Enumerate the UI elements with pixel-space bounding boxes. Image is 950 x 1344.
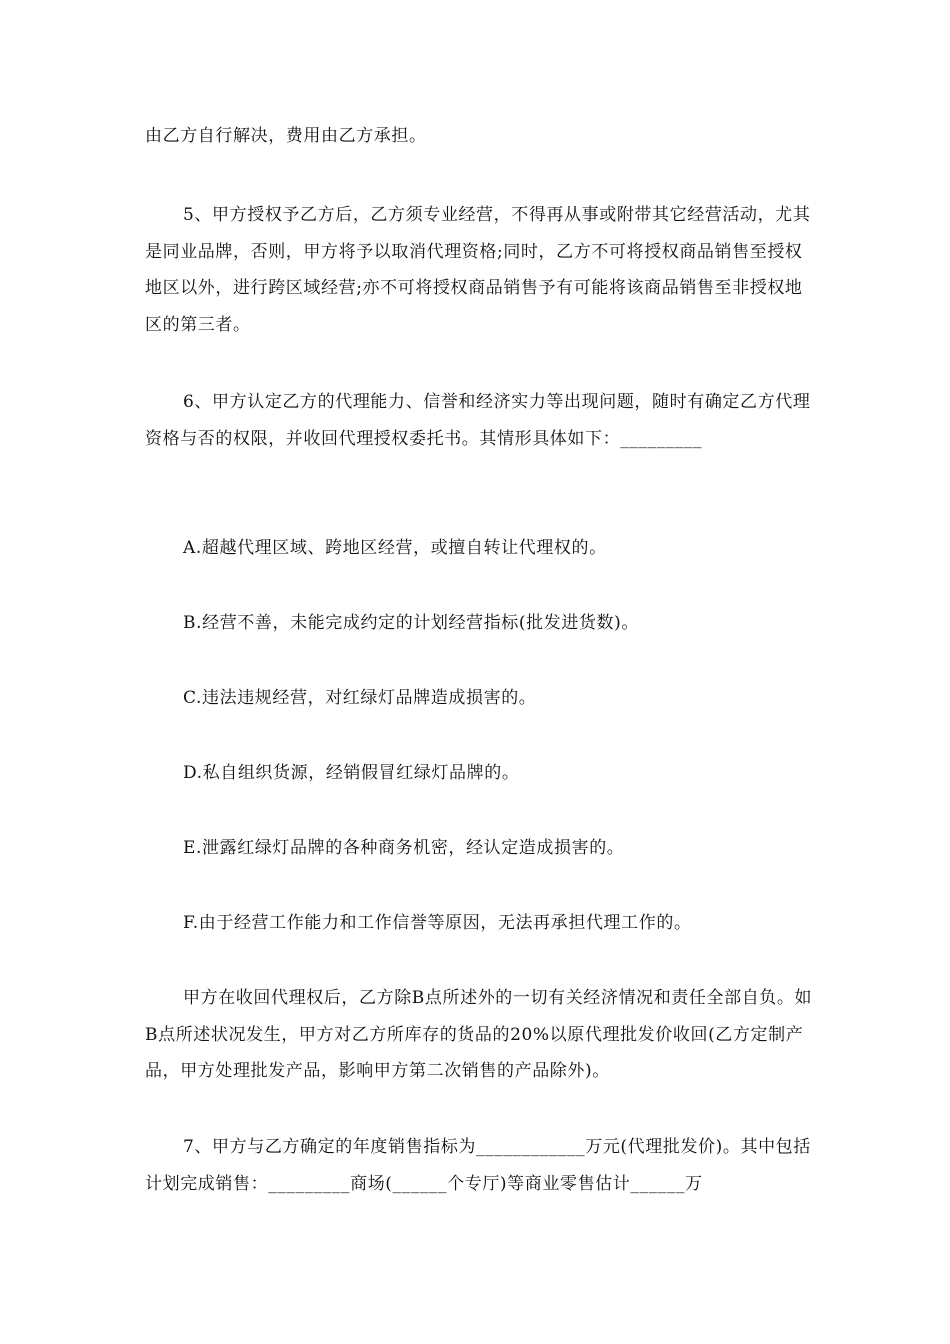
list-item-b: B.经营不善，未能完成约定的计划经营指标(批发进货数)。 — [183, 613, 639, 633]
paragraph-clause-6: 6、甲方认定乙方的代理能力、信誉和经济实力等出现问题，随时有确定乙方代理资格与否的权限，并收回代理授权委托书。其情形具体如下：_________ — [145, 392, 811, 449]
list-item-a: A.超越代理区域、跨地区经营，或擅自转让代理权的。 — [183, 538, 607, 558]
paragraph-cost-clause: 由乙方自行解决，费用由乙方承担。 — [145, 126, 427, 146]
paragraph-revocation-terms: 甲方在收回代理权后，乙方除B点所述外的一切有关经济情况和责任全部自负。如B点所述状况发生，甲方对乙方所库存的货品的20%以原代理批发价收回(乙方定制产品，甲方处理批发产品，影响甲方第二次销售的产品除外)。 — [145, 988, 813, 1081]
paragraph-clause-5: 5、甲方授权予乙方后，乙方须专业经营，不得再从事或附带其它经营活动，尤其是同业品牌，否则，甲方将予以取消代理资格;同时，乙方不可将授权商品销售至授权地区以外，进行跨区域经营;亦不可将授权商品销售予有可能将该商品销售至非授权地区的第三者。 — [145, 205, 811, 335]
list-item-d: D.私自组织货源，经销假冒红绿灯品牌的。 — [183, 763, 520, 783]
paragraph-clause-7: 7、甲方与乙方确定的年度销售指标为____________万元(代理批发价)。其中包括计划完成销售：_________商场(______个专厅)等商业零售估计______万 — [145, 1137, 811, 1194]
list-item-e: E.泄露红绿灯品牌的各种商务机密，经认定造成损害的。 — [183, 838, 625, 858]
list-item-f: F.由于经营工作能力和工作信誉等原因，无法再承担代理工作的。 — [183, 913, 692, 933]
list-item-c: C.违法违规经营，对红绿灯品牌造成损害的。 — [183, 688, 537, 708]
